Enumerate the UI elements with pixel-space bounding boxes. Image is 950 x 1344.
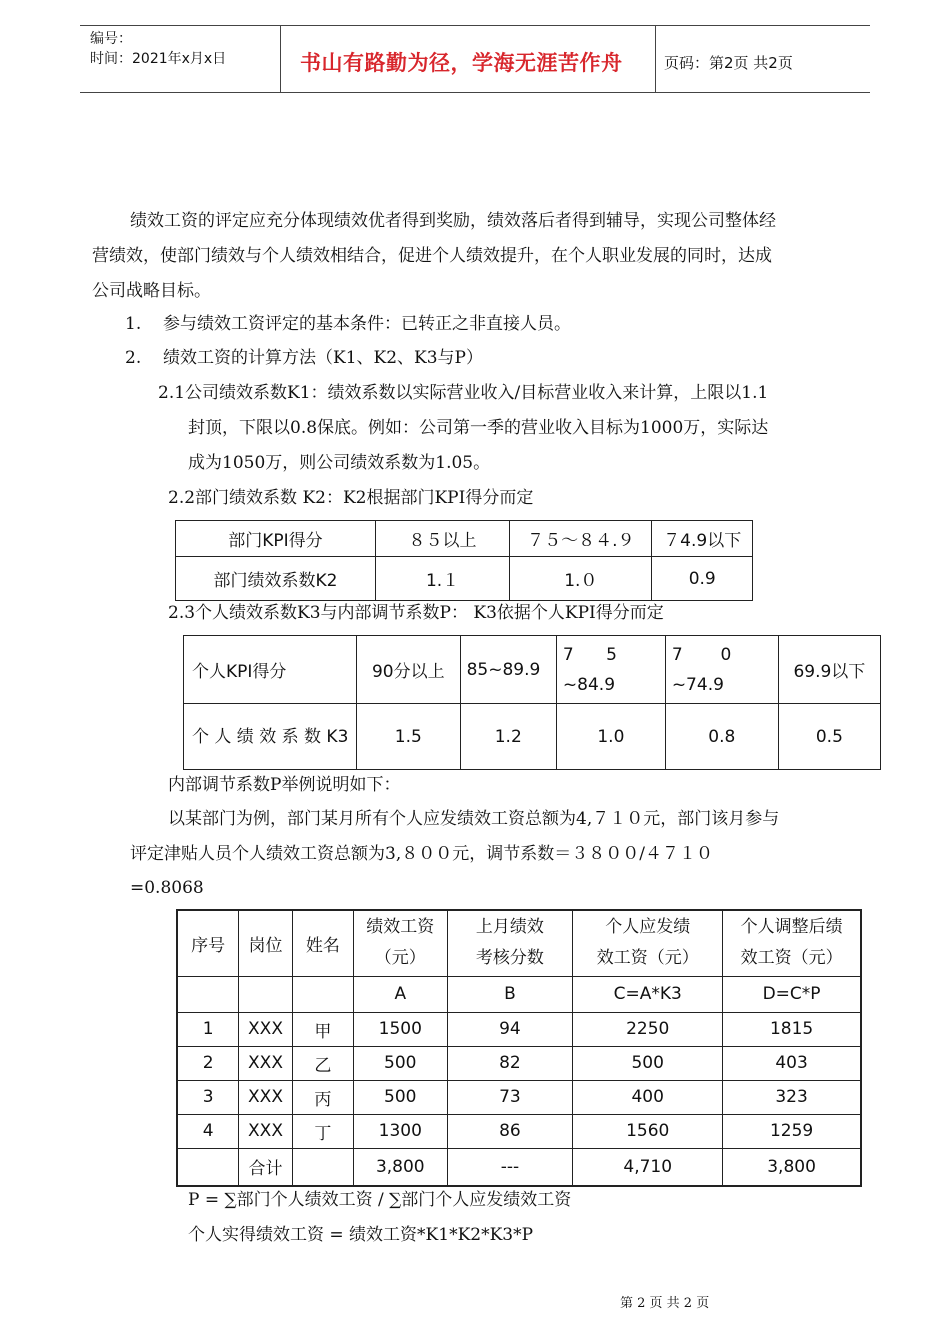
example-cell: [292, 976, 353, 1012]
example-cell: 2250: [573, 1012, 723, 1046]
example-cell: 1815: [723, 1012, 861, 1046]
header-page-info: 页码：第2页 共2页: [664, 54, 793, 72]
example-cell: 丙: [292, 1080, 353, 1114]
document-number-label: 编号：: [90, 31, 132, 47]
example-cell: 1: [177, 1012, 239, 1046]
example-cell: 400: [573, 1080, 723, 1114]
example-cell: [177, 976, 239, 1012]
section-2-1-line-3: 成为1050万，则公司绩效系数为1.05。: [188, 453, 491, 473]
example-cell: 94: [447, 1012, 573, 1046]
example-cell: 4: [177, 1114, 239, 1148]
k3-cell: 个人KPI得分: [184, 636, 357, 704]
table-row: [177, 1114, 861, 1148]
example-cell: 2: [177, 1046, 239, 1080]
example-cell: D=C*P: [723, 976, 861, 1012]
k2-cell: 1.０: [510, 557, 652, 601]
example-cell: [239, 976, 292, 1012]
k3-cell: 7 0 ~74.9: [665, 636, 778, 704]
k3-cell: 7 5 ~84.9: [556, 636, 665, 704]
k3-cell: 85~89.9: [460, 636, 556, 704]
example-cell: 丁: [292, 1114, 353, 1148]
table-row: [177, 1012, 861, 1046]
k2-cell: 部门绩效系数K2: [176, 557, 376, 601]
example-cell: 73: [447, 1080, 573, 1114]
example-header-cell: 个人应发绩 效工资（元）: [573, 910, 723, 976]
section-2-2-title: 2.2部门绩效系数 K2：K2根据部门KPI得分而定: [168, 488, 534, 508]
example-header-cell: 个人调整后绩 效工资（元）: [723, 910, 861, 976]
example-line-3: =0.8068: [130, 878, 204, 898]
example-cell: 合计: [239, 1148, 292, 1186]
example-line-1: 以某部门为例，部门某月所有个人应发绩效工资总额为4,７１０元，部门该月参与: [168, 809, 780, 829]
example-cell: C=A*K3: [573, 976, 723, 1012]
example-line-2: 评定津贴人员个人绩效工资总额为3,８００元，调节系数＝３８００/４７１０: [130, 844, 713, 864]
example-total-row: [177, 1148, 861, 1186]
k3-cell: 1.0: [556, 704, 665, 770]
example-cell: 1560: [573, 1114, 723, 1148]
example-cell: 3,800: [354, 1148, 448, 1186]
k3-table-row: [184, 636, 881, 704]
example-cell: 1300: [354, 1114, 448, 1148]
example-cell: XXX: [239, 1080, 292, 1114]
formula-pay: 个人实得绩效工资 = 绩效工资*K1*K2*K3*P: [188, 1225, 534, 1245]
example-cell: XXX: [239, 1114, 292, 1148]
document-time: 时间：2021年x月x日: [90, 51, 227, 67]
k2-table-row: [176, 557, 753, 601]
table-row: [177, 1046, 861, 1080]
k3-table-row: [184, 704, 881, 770]
k3-table: [183, 635, 881, 770]
example-cell: ---: [447, 1148, 573, 1186]
example-cell: 1500: [354, 1012, 448, 1046]
item-1-text: 参与绩效工资评定的基本条件：已转正之非直接人员。: [163, 314, 571, 334]
example-cell: A: [354, 976, 448, 1012]
k2-cell: 1.１: [375, 557, 509, 601]
k2-cell: 0.9: [652, 557, 753, 601]
header-motto: 书山有路勤为径，学海无涯苦作舟: [300, 51, 623, 75]
intro-line-2: 营绩效，使部门绩效与个人绩效相结合，促进个人绩效提升，在个人职业发展的同时，达成: [92, 246, 772, 266]
k3-cell: 个 人 绩 效 系 数 K3: [184, 704, 357, 770]
k3-cell: 0.8: [665, 704, 778, 770]
example-cell: 4,710: [573, 1148, 723, 1186]
k2-cell: 部门KPI得分: [176, 521, 376, 557]
example-table-header-row: [177, 910, 861, 976]
example-header-cell: 序号: [177, 910, 239, 976]
footer-page-number: 第 2 页 共 2 页: [620, 1296, 710, 1311]
example-table: [176, 909, 862, 1187]
header-bottom-rule: [80, 92, 870, 93]
k3-cell: 69.9以下: [778, 636, 880, 704]
formula-p: P = ∑部门个人绩效工资 / ∑部门个人应发绩效工资: [188, 1190, 572, 1210]
k2-cell: ７５～８４.９: [510, 521, 652, 557]
k3-cell: 90分以上: [356, 636, 460, 704]
example-header-cell: 绩效工资 （元）: [354, 910, 448, 976]
example-cell: XXX: [239, 1046, 292, 1080]
k3-cell: 0.5: [778, 704, 880, 770]
example-cell: 323: [723, 1080, 861, 1114]
example-cell: 3: [177, 1080, 239, 1114]
example-header-cell: 上月绩效 考核分数: [447, 910, 573, 976]
example-cell: 82: [447, 1046, 573, 1080]
example-header-cell: 岗位: [239, 910, 292, 976]
example-cell: 500: [354, 1080, 448, 1114]
item-2-number: 2.: [125, 348, 142, 368]
k3-cell: 1.5: [356, 704, 460, 770]
k2-cell: ８５以上: [375, 521, 509, 557]
example-cell: 500: [354, 1046, 448, 1080]
example-header-cell: 姓名: [292, 910, 353, 976]
example-cell: 3,800: [723, 1148, 861, 1186]
example-cell: [177, 1148, 239, 1186]
p-example-intro: 内部调节系数P举例说明如下：: [168, 775, 401, 795]
header-top-rule: [80, 25, 870, 26]
section-2-1-line-2: 封顶，下限以0.8保底。例如：公司第一季的营业收入目标为1000万，实际达: [188, 418, 769, 438]
item-1-number: 1.: [125, 314, 142, 334]
example-cell: 甲: [292, 1012, 353, 1046]
section-2-3-title: 2.3个人绩效系数K3与内部调节系数P： K3依据个人KPI得分而定: [168, 603, 664, 623]
k2-cell: ７4.9以下: [652, 521, 753, 557]
intro-line-1: 绩效工资的评定应充分体现绩效优者得到奖励，绩效落后者得到辅导，实现公司整体经: [130, 211, 776, 231]
example-formula-row: [177, 976, 861, 1012]
example-cell: B: [447, 976, 573, 1012]
example-cell: 500: [573, 1046, 723, 1080]
example-cell: 86: [447, 1114, 573, 1148]
k2-table: [175, 520, 753, 601]
example-cell: 1259: [723, 1114, 861, 1148]
intro-line-3: 公司战略目标。: [92, 281, 211, 301]
section-2-1-line-1: 2.1公司绩效系数K1：绩效系数以实际营业收入/目标营业收入来计算，上限以1.1: [158, 383, 769, 403]
example-cell: XXX: [239, 1012, 292, 1046]
header-divider-left: [280, 25, 281, 93]
k3-cell: 1.2: [460, 704, 556, 770]
example-cell: 403: [723, 1046, 861, 1080]
example-cell: 乙: [292, 1046, 353, 1080]
example-cell: [292, 1148, 353, 1186]
item-2-text: 绩效工资的计算方法（K1、K2、K3与P）: [163, 348, 483, 368]
header-divider-right: [655, 25, 656, 93]
k2-table-row: [176, 521, 753, 557]
table-row: [177, 1080, 861, 1114]
